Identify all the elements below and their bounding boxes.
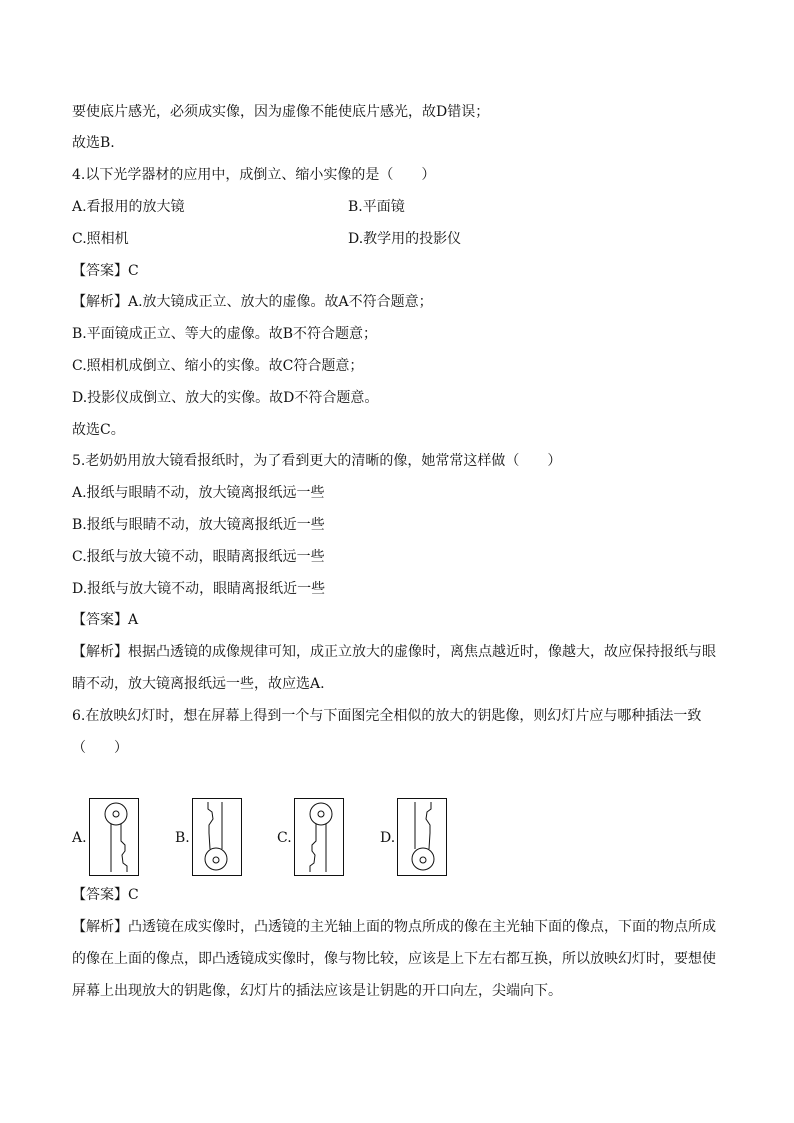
- answer: 【答案】C: [72, 263, 139, 279]
- question-6: 6.在放映幻灯时，想在屏幕上得到一个与下面图完全相似的放大的钥匙像，则幻灯片应与哪种插法一致: [72, 708, 702, 724]
- option-c: C.照相机: [72, 231, 129, 247]
- explanation: C.照相机成倒立、缩小的实像。故C符合题意；: [72, 358, 364, 374]
- question-5: 5.老奶奶用放大镜看报纸时，为了看到更大的清晰的像，她常常这样做（ ）: [72, 453, 562, 469]
- key-icon: [295, 799, 343, 875]
- option-a: A.看报用的放大镜: [72, 199, 185, 215]
- text-line: 要使底片感光，必须成实像，因为虚像不能使底片感光，故D错误；: [72, 104, 490, 120]
- explanation: B.平面镜成正立、等大的虚像。故B不符合题意；: [72, 326, 378, 342]
- explanation: D.投影仪成倒立、放大的实像。故D不符合题意。: [72, 390, 379, 406]
- key-icon: [193, 799, 241, 875]
- question-4: 4.以下光学器材的应用中，成倒立、缩小实像的是（ ）: [72, 167, 436, 183]
- explanation: 屏幕上出现放大的钥匙像，幻灯片的插法应该是让钥匙的开口向左，尖端向下。: [72, 983, 562, 999]
- question-6-paren: （ ）: [72, 740, 128, 756]
- explanation: 【解析】根据凸透镜的成像规律可知，成正立放大的虚像时，离焦点越近时，像越大，故应保持报纸与眼: [72, 644, 716, 660]
- option-d-label: D.: [380, 830, 396, 846]
- explanation: 睛不动，放大镜离报纸远一些，故应选A.: [72, 676, 325, 692]
- key-option-c: [294, 798, 344, 876]
- explanation: 的像在上面的像点，即凸透镜成实像时，像与物比较，应该是上下左右都互换，所以放映幻灯时，要想使: [72, 951, 716, 967]
- explanation: 故选C。: [72, 422, 125, 438]
- answer: 【答案】C: [72, 887, 139, 903]
- key-option-d: [397, 798, 447, 876]
- option-b-label: B.: [175, 830, 190, 846]
- option-c-label: C.: [277, 830, 292, 846]
- option-d: D.教学用的投影仪: [348, 231, 462, 247]
- key-option-b: [192, 798, 242, 876]
- explanation: 【解析】A.放大镜成正立、放大的虚像。故A不符合题意；: [72, 294, 433, 310]
- explanation: 【解析】凸透镜在成实像时，凸透镜的主光轴上面的物点所成的像在主光轴下面的像点，下面的物点所成: [72, 919, 716, 935]
- key-icon: [90, 799, 138, 875]
- key-option-a: [89, 798, 139, 876]
- option-a: A.报纸与眼睛不动，放大镜离报纸远一些: [72, 485, 325, 501]
- key-icon: [398, 799, 446, 875]
- text-line: 故选B.: [72, 135, 115, 151]
- option-b: B.报纸与眼睛不动，放大镜离报纸近一些: [72, 517, 325, 533]
- option-c: C.报纸与放大镜不动，眼睛离报纸远一些: [72, 549, 325, 565]
- option-b: B.平面镜: [348, 199, 405, 215]
- option-a-label: A.: [72, 830, 87, 846]
- option-d: D.报纸与放大镜不动，眼睛离报纸近一些: [72, 581, 326, 597]
- answer: 【答案】A: [72, 612, 139, 628]
